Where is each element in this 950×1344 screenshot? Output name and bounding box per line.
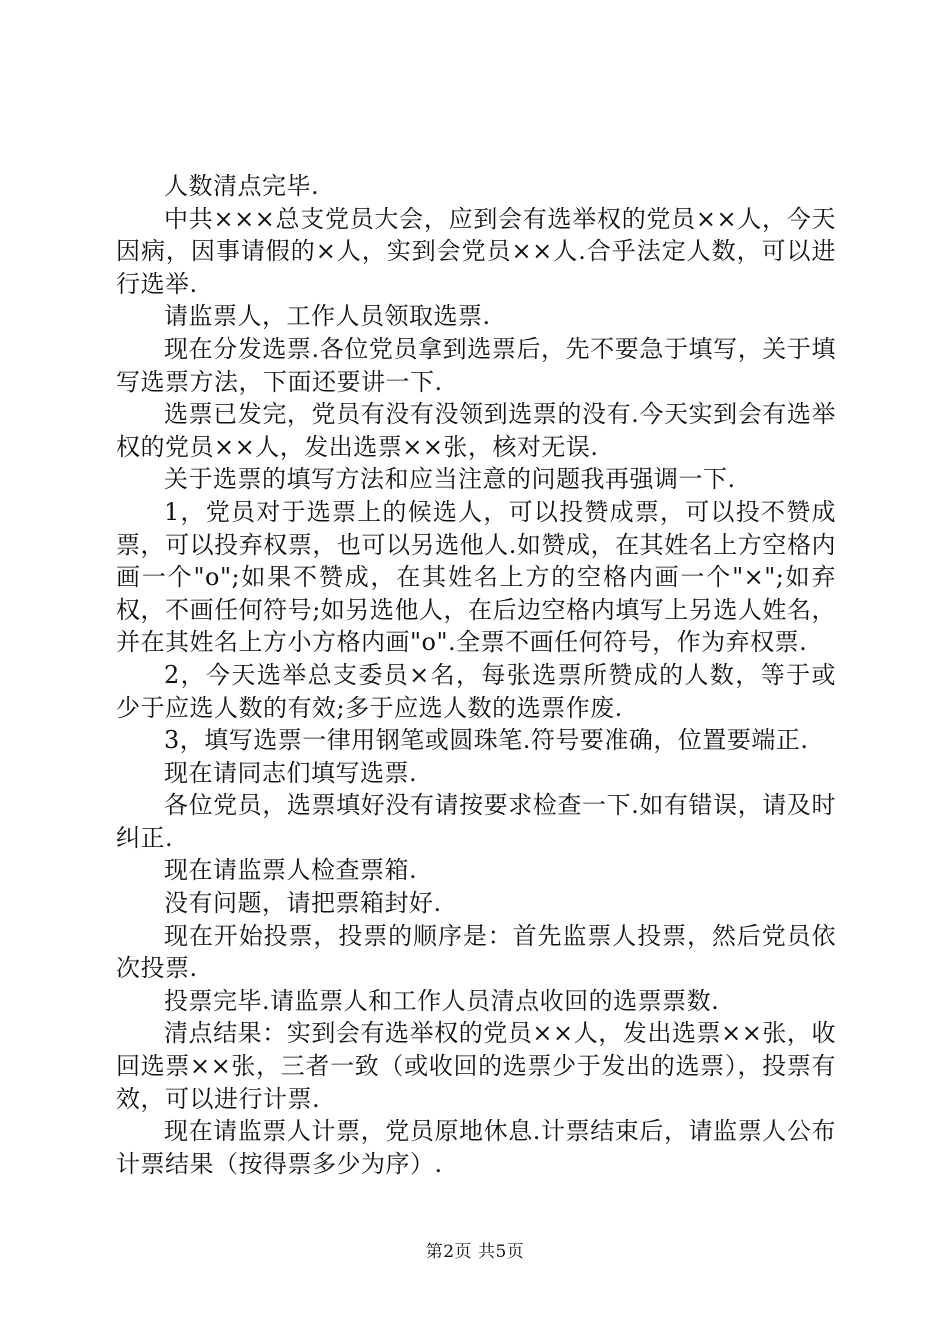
paragraph: 现在分发选票.各位党员拿到选票后，先不要急于填写，关于填写选票方法，下面还要讲一下. xyxy=(116,334,836,396)
paragraph: 人数清点完毕. xyxy=(164,172,320,200)
paragraph: 现在请同志们填写选票. xyxy=(164,758,418,787)
paragraph: 1，党员对于选票上的候选人，可以投赞成票，可以投不赞成票，可以投弃权票，也可以另选他人.如赞成，在其姓名上方空格内画一个"o";如果不赞成，在其姓名上方的空格内画一个"×";如弃权，不画任何符号;如另选他人，在后边空格内填写上另选人姓名，并在其姓名上方小方格内画"o".全票不画任何符号，作为弃权票. xyxy=(116,497,836,657)
paragraph: 3，填写选票一律用钢笔或圆珠笔.符号要准确，位置要端正. xyxy=(164,726,809,755)
paragraph: 请监票人，工作人员领取选票. xyxy=(164,302,491,331)
paragraph: 选票已发完，党员有没有没领到选票的没有.今天实到会有选举权的党员××人，发出选票××张，核对无误. xyxy=(116,400,836,461)
paragraph: 2，今天选举总支委员×名，每张选票所赞成的人数，等于或少于应选人数的有效;多于应选人数的选票作废. xyxy=(116,660,836,722)
paragraph: 中共×××总支党员大会，应到会有选举权的党员××人，今天因病，因事请假的×人，实到会党员××人.合乎法定人数，可以进行选举. xyxy=(116,204,836,298)
paragraph: 现在请监票人计票，党员原地休息.计票结束后，请监票人公布计票结果（按得票多少为序）. xyxy=(116,1117,836,1178)
page-number-footer: 第2页 共5页 xyxy=(425,1242,525,1262)
paragraph: 关于选票的填写方法和应当注意的问题我再强调一下. xyxy=(164,465,736,494)
paragraph: 投票完毕.请监票人和工作人员清点收回的选票票数. xyxy=(164,986,720,1015)
paragraph: 各位党员，选票填好没有请按要求检查一下.如有错误，请及时纠正. xyxy=(116,791,836,852)
document-body xyxy=(116,170,836,1180)
paragraph: 现在请监票人检查票箱. xyxy=(164,856,418,885)
paragraph: 没有问题，请把票箱封好. xyxy=(164,889,442,918)
paragraph: 现在开始投票，投票的顺序是：首先监票人投票，然后党员依次投票. xyxy=(116,921,836,983)
paragraph: 清点结果：实到会有选举权的党员××人，发出选票××张，收回选票××张，三者一致（或收回的选票少于发出的选票），投票有效，可以进行计票. xyxy=(116,1019,836,1113)
